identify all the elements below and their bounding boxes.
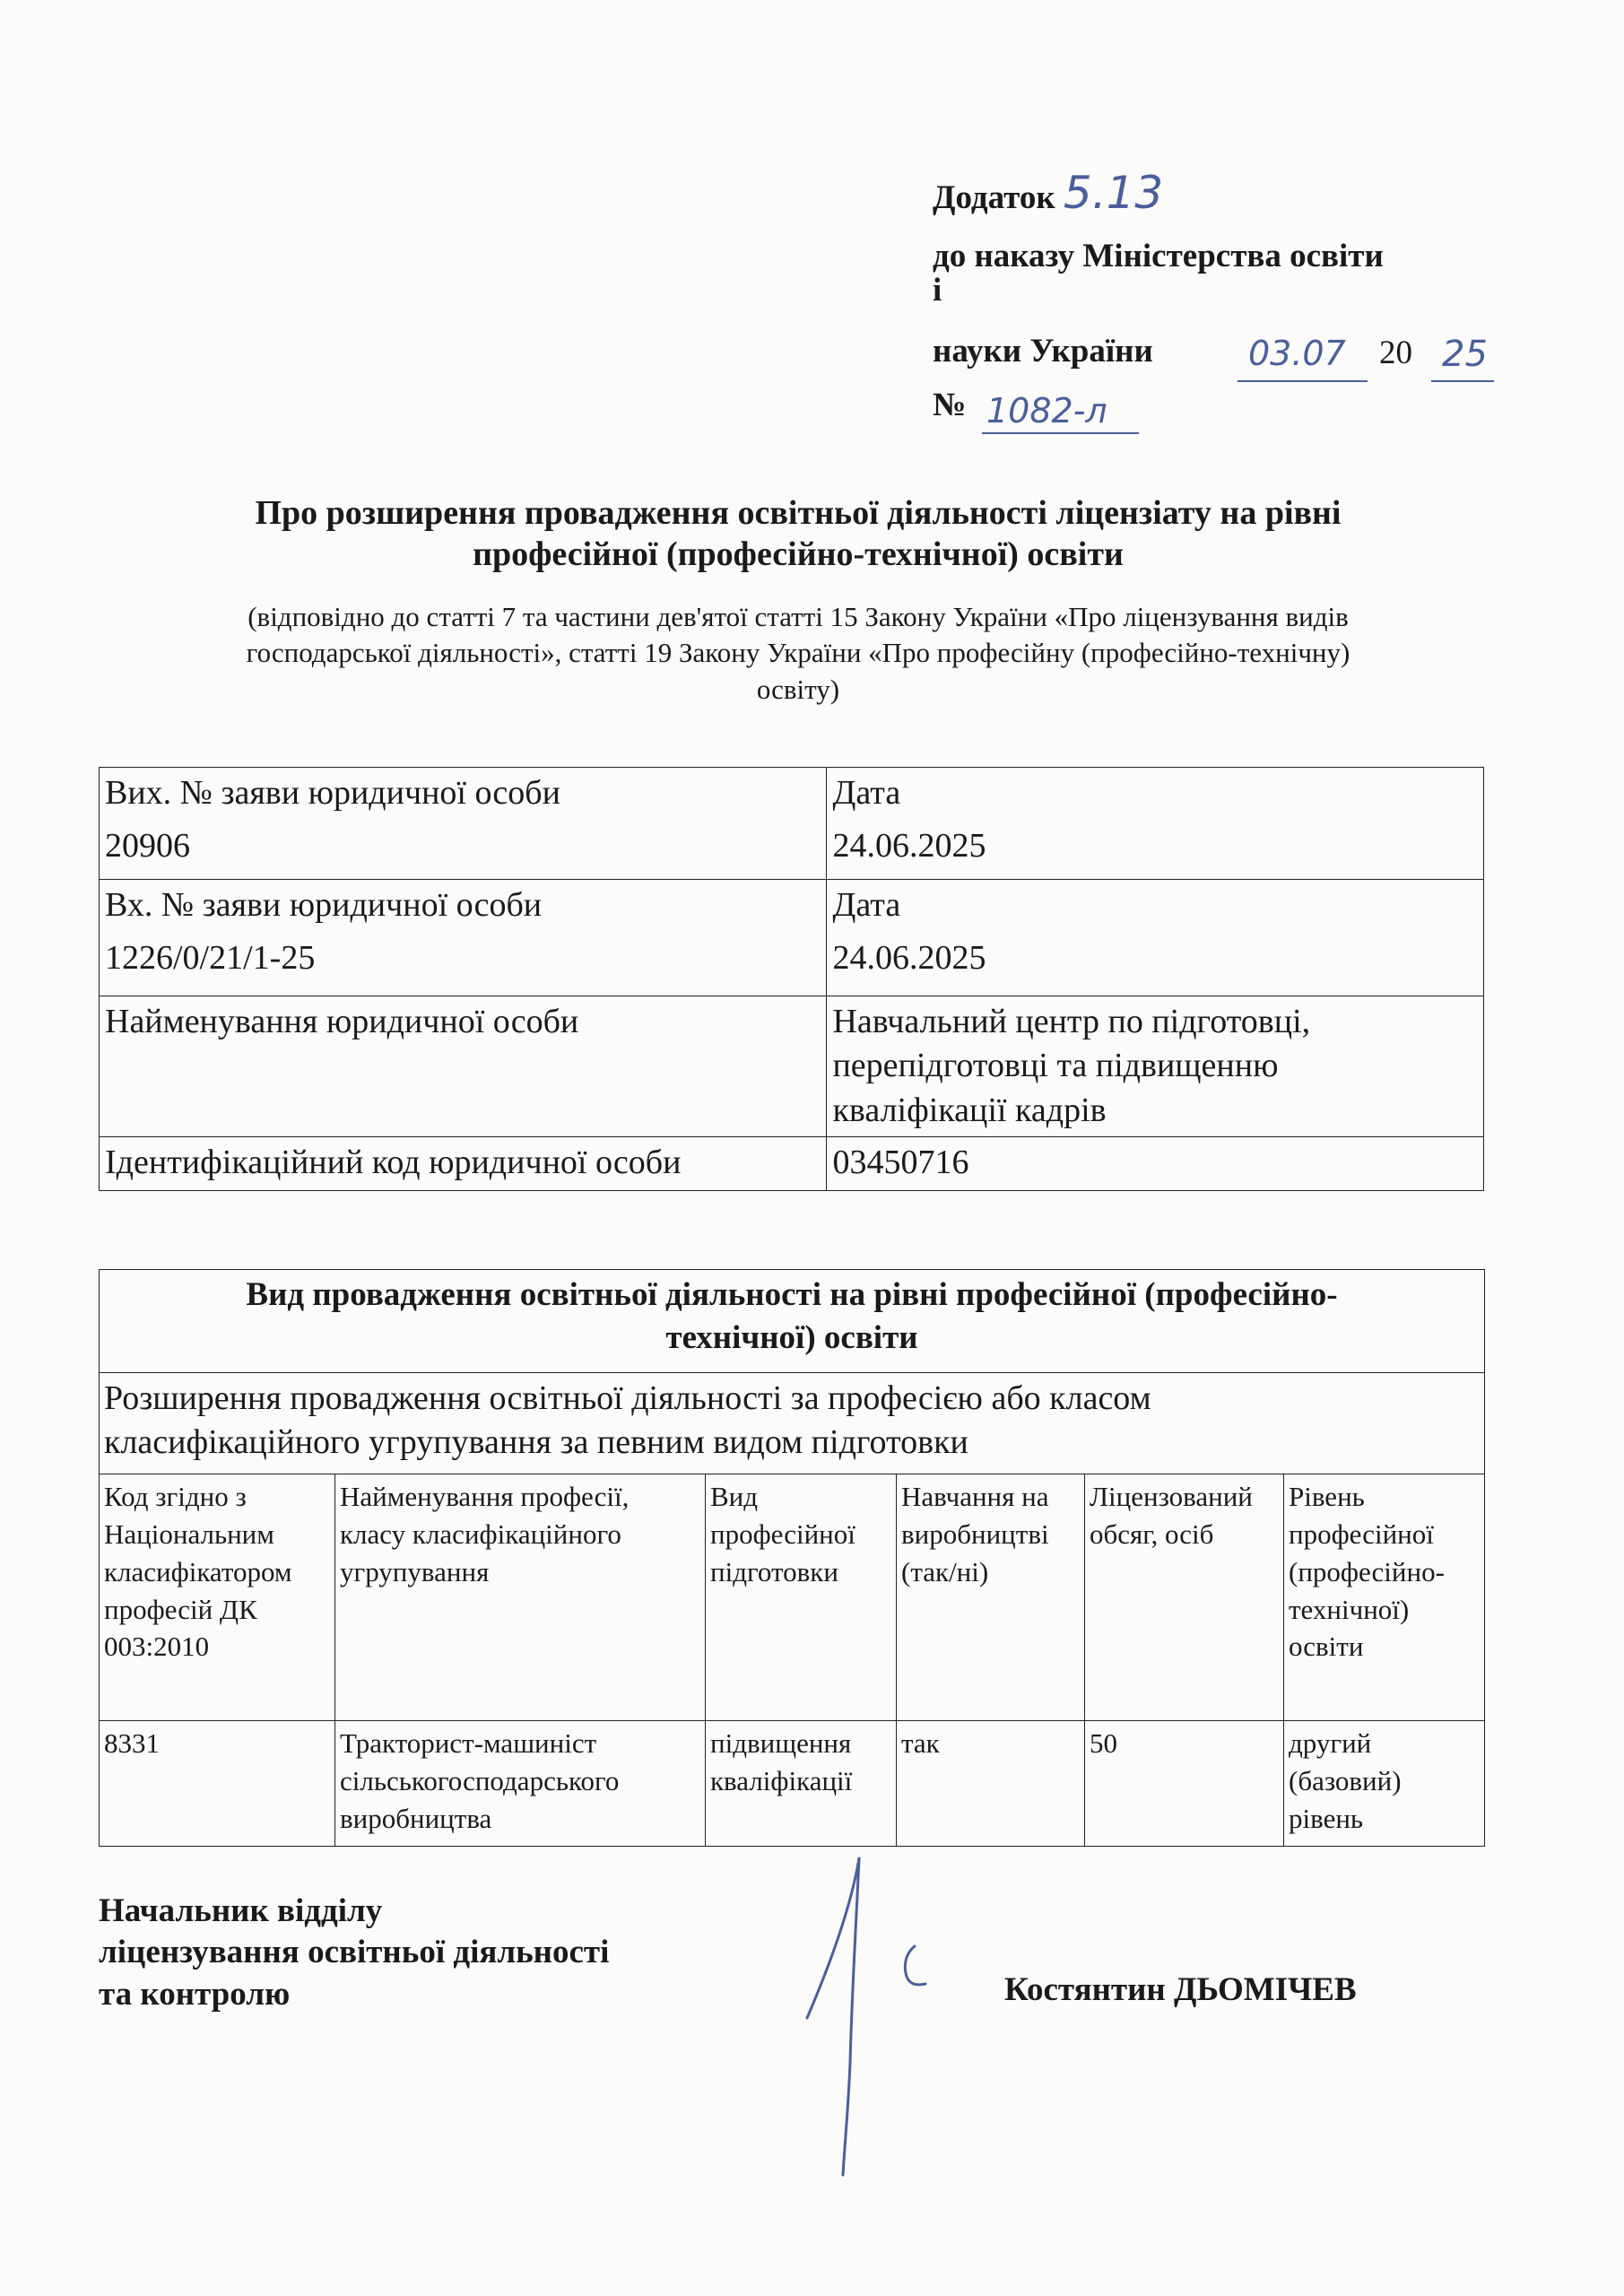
- column-header-row: [100, 1474, 1485, 1721]
- cell-text: сільськогосподарського: [340, 1764, 620, 1796]
- cell-training-kind: [706, 1721, 897, 1847]
- signer-position: [99, 1891, 609, 2015]
- name-value-line-1: Навчальний центр по підготовці,: [832, 1003, 1311, 1040]
- col-header-text: виробництві: [901, 1518, 1049, 1550]
- signer-position-line-3: та контролю: [99, 1975, 291, 2013]
- activity-heading-line-1: Вид провадження освітньої діяльності на рівні професійної (професійно-: [246, 1276, 1338, 1313]
- table-cell: [827, 996, 1484, 1137]
- col-header-code: [100, 1474, 335, 1721]
- table-cell: [100, 1137, 827, 1191]
- name-value-line-3: кваліфікації кадрів: [832, 1091, 1107, 1129]
- col-header-volume: [1085, 1474, 1284, 1721]
- cell-text: 8331: [104, 1727, 160, 1759]
- col-header-text: підготовки: [710, 1555, 838, 1587]
- table-row: [100, 1721, 1485, 1847]
- col-header-text: Код згідно з: [104, 1481, 247, 1512]
- order-date-handwritten: 03.07: [1248, 334, 1346, 373]
- appendix-line: [933, 169, 1163, 218]
- cell-text: 50: [1090, 1727, 1117, 1759]
- cell-text: рівень: [1289, 1802, 1364, 1834]
- handwritten-signature: [771, 1848, 951, 2188]
- table-row: [100, 996, 1484, 1137]
- col-header-text: Рівень: [1289, 1481, 1365, 1512]
- col-header-profession: [335, 1474, 706, 1721]
- table-cell: [100, 880, 827, 996]
- cell-text: кваліфікації: [710, 1764, 853, 1796]
- col-header-level: [1284, 1474, 1485, 1721]
- col-header-text: (професійно-: [1289, 1555, 1445, 1587]
- order-year-underline: [1431, 380, 1494, 382]
- order-year-handwritten: 25: [1442, 334, 1488, 375]
- activity-subheading-line-1: Розширення провадження освітньої діяльності за професією або класом: [104, 1379, 1151, 1417]
- col-header-text: 003:2010: [104, 1631, 210, 1663]
- order-line-1: до наказу Міністерства освіти: [933, 238, 1384, 274]
- cell-profession: [335, 1721, 706, 1847]
- col-header-training-kind: [706, 1474, 897, 1721]
- id-label: Ідентифікаційний код юридичної особи: [105, 1144, 682, 1182]
- subtitle-line-2: господарської діяльності», статті 19 Закону України «Про професійну (професійно-технічну): [246, 637, 1350, 669]
- table-cell: [827, 1137, 1484, 1191]
- order-number-underline: [982, 432, 1139, 434]
- cell-text: виробництва: [340, 1802, 492, 1834]
- activity-heading: [100, 1270, 1485, 1373]
- col-header-text: Національним: [104, 1518, 274, 1550]
- out-date-value: 24.06.2025: [832, 827, 986, 865]
- cell-level: [1284, 1721, 1485, 1847]
- subtitle-line-1: (відповідно до статті 7 та частини дев'ятої статті 15 Закону України «Про ліцензування видів: [248, 601, 1349, 632]
- name-value-line-2: перепідготовці та підвищенню: [832, 1047, 1279, 1085]
- activity-subheading-line-2: класифікаційного угрупування за певним видом підготовки: [104, 1422, 968, 1461]
- col-header-text: професій ДК: [104, 1593, 257, 1625]
- cell-code: [100, 1721, 335, 1847]
- activity-table: [99, 1269, 1485, 1847]
- order-line-2: науки України: [933, 333, 1153, 370]
- col-header-text: Вид: [710, 1481, 759, 1512]
- order-line-1b: і: [933, 272, 942, 309]
- col-header-text: класифікатором: [104, 1555, 292, 1587]
- col-header-text: професійної: [710, 1518, 855, 1550]
- cell-text: (базовий): [1289, 1764, 1402, 1796]
- out-number-label: Вих. № заяви юридичної особи: [105, 774, 560, 812]
- table-cell: [827, 880, 1484, 996]
- col-header-text: (так/ні): [901, 1555, 989, 1587]
- in-number-label: Вх. № заяви юридичної особи: [105, 886, 543, 924]
- cell-text: другий: [1289, 1727, 1372, 1759]
- col-header-text: Навчання на: [901, 1481, 1049, 1512]
- table-cell: [100, 996, 827, 1137]
- applicant-table: [99, 767, 1484, 1191]
- col-header-text: Найменування професії,: [340, 1481, 630, 1512]
- activity-subheading: [100, 1373, 1485, 1474]
- appendix-number: 5.13: [1063, 167, 1164, 219]
- table-row: [100, 1137, 1484, 1191]
- col-header-text: класу класифікаційного: [340, 1518, 621, 1550]
- order-number-handwritten: 1082-л: [986, 391, 1107, 430]
- table-row: [100, 768, 1484, 880]
- title-line-1: Про розширення провадження освітньої діяльності ліцензіату на рівні: [255, 494, 1342, 532]
- col-header-text: Ліцензований: [1090, 1481, 1253, 1512]
- col-header-text: угрупування: [340, 1555, 490, 1587]
- appendix-label: Додаток: [933, 179, 1055, 216]
- signer-position-line-2: ліцензування освітньої діяльності: [99, 1934, 610, 1971]
- table-cell: [100, 768, 827, 880]
- order-date-underline: [1238, 380, 1368, 382]
- col-header-text: технічної): [1289, 1593, 1410, 1625]
- signer-position-line-1: Начальник відділу: [99, 1892, 383, 1929]
- col-header-on-job: [897, 1474, 1085, 1721]
- cell-text: підвищення: [710, 1727, 852, 1759]
- in-date-value: 24.06.2025: [832, 939, 986, 978]
- name-label: Найменування юридичної особи: [105, 1003, 579, 1040]
- activity-heading-line-2: технічної) освіти: [665, 1319, 918, 1357]
- col-header-text: обсяг, осіб: [1090, 1518, 1214, 1550]
- title-line-2: професійної (професійно-технічної) освіти: [473, 535, 1124, 573]
- in-date-label: Дата: [832, 886, 901, 924]
- document-title: [135, 493, 1462, 575]
- out-date-label: Дата: [832, 774, 901, 812]
- table-row: [100, 1270, 1485, 1373]
- col-header-text: професійної: [1289, 1518, 1434, 1550]
- id-value: 03450716: [832, 1144, 969, 1182]
- cell-text: так: [901, 1727, 940, 1759]
- order-year-prefix: 20: [1379, 335, 1412, 371]
- cell-text: Тракторист-машиніст: [340, 1727, 597, 1759]
- document-subtitle: [135, 599, 1462, 708]
- number-sign: №: [933, 387, 967, 423]
- cell-on-job: [897, 1721, 1085, 1847]
- table-cell: [827, 768, 1484, 880]
- subtitle-line-3: освіту): [756, 673, 840, 705]
- out-number-value: 20906: [105, 827, 190, 865]
- cell-volume: [1085, 1721, 1284, 1847]
- table-row: [100, 880, 1484, 996]
- in-number-value: 1226/0/21/1-25: [105, 939, 316, 978]
- col-header-text: освіти: [1289, 1631, 1364, 1663]
- table-row: [100, 1373, 1485, 1474]
- signer-name: Костянтин ДЬОМІЧЕВ: [1004, 1971, 1357, 2008]
